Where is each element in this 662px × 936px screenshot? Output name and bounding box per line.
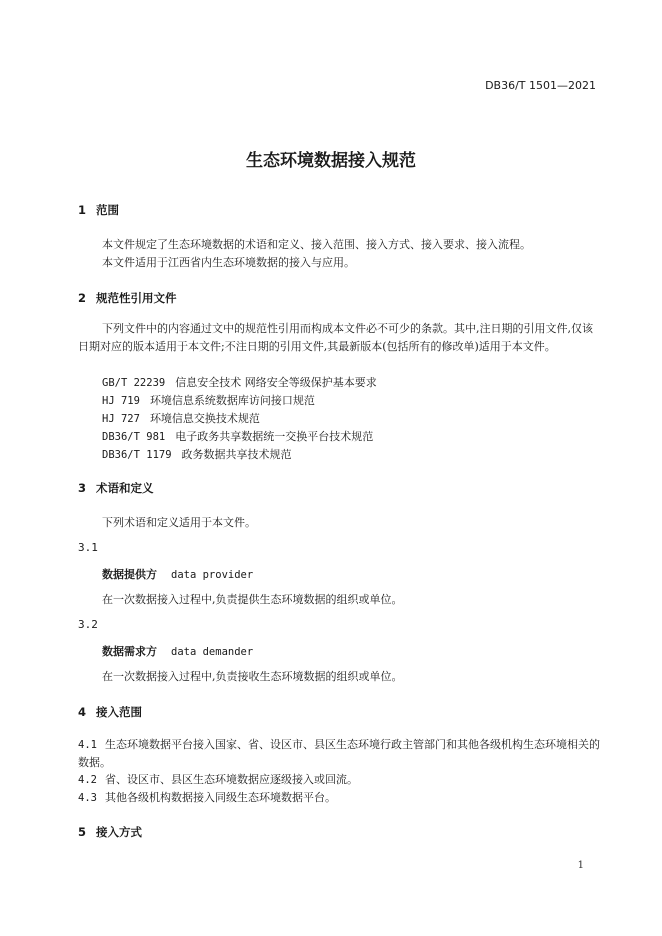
- clause-text: 生态环境数据平台接入国家、省、设区市、县区生态环境行政主管部门和其他各级机构生态环境相关的数据。: [78, 738, 600, 769]
- clause-text: 其他各级机构数据接入同级生态环境数据平台。: [104, 791, 336, 804]
- clause-item: [78, 789, 336, 807]
- reference-title: 环境信息交换技术规范: [149, 412, 260, 425]
- term-entry: [102, 643, 253, 659]
- paragraph: 本文件规定了生态环境数据的术语和定义、接入范围、接入方式、接入要求、接入流程。: [102, 238, 531, 251]
- reference-code: HJ 719: [102, 395, 140, 407]
- reference-code: GB/T 22239: [102, 377, 166, 389]
- term-definition: 在一次数据接入过程中,负责提供生态环境数据的组织或单位。: [102, 593, 403, 606]
- paragraph: 下列术语和定义适用于本文件。: [102, 516, 256, 529]
- section-number: 3: [78, 481, 87, 495]
- section-title: 范围: [96, 203, 119, 217]
- reference-title: 信息安全技术 网络安全等级保护基本要求: [175, 376, 377, 389]
- clause-item: [78, 736, 602, 772]
- section-number: 1: [78, 203, 87, 217]
- reference-title: 政务数据共享技术规范: [181, 448, 292, 461]
- reference-code: DB36/T 981: [102, 431, 166, 443]
- clause-number: 4.3: [78, 792, 97, 804]
- section-5-heading: [78, 824, 142, 840]
- section-2-heading: [78, 290, 177, 306]
- reference-title: 电子政务共享数据统一交换平台技术规范: [175, 430, 374, 443]
- reference-item: [102, 428, 373, 444]
- section-1-heading: [78, 202, 119, 218]
- reference-title: 环境信息系统数据库访问接口规范: [149, 394, 315, 407]
- clause-number: 4.1: [78, 739, 97, 751]
- term-chinese: 数据需求方: [102, 645, 157, 658]
- section-4-heading: [78, 704, 142, 720]
- paragraph: 本文件适用于江西省内生态环境数据的接入与应用。: [102, 256, 355, 269]
- standard-id: DB36/T 1501—2021: [485, 79, 596, 92]
- section-title: 术语和定义: [96, 481, 154, 495]
- document-title: 生态环境数据接入规范: [246, 151, 416, 171]
- reference-item: [102, 446, 292, 462]
- paragraph: 下列文件中的内容通过文中的规范性引用而构成本文件必不可少的条款。其中,注日期的引用文件,仅该日期对应的版本适用于本文件;不注日期的引用文件,其最新版本(包括所有的修改单)适用于本文件。: [78, 322, 593, 353]
- term-english: data demander: [171, 646, 254, 658]
- section-title: 规范性引用文件: [96, 291, 177, 305]
- section-title: 接入范围: [96, 705, 142, 719]
- reference-code: HJ 727: [102, 413, 140, 425]
- clause-number: 3.1: [78, 541, 98, 554]
- page-number: 1: [577, 860, 584, 871]
- section-3-heading: [78, 480, 154, 496]
- section-number: 4: [78, 705, 87, 719]
- section-number: 5: [78, 825, 87, 839]
- term-chinese: 数据提供方: [102, 568, 157, 581]
- section-number: 2: [78, 291, 87, 305]
- clause-item: [78, 771, 358, 789]
- term-english: data provider: [171, 569, 254, 581]
- reference-item: [102, 410, 260, 426]
- term-definition: 在一次数据接入过程中,负责接收生态环境数据的组织或单位。: [102, 670, 403, 683]
- clause-number: 3.2: [78, 618, 98, 631]
- section-title: 接入方式: [96, 825, 142, 839]
- reference-item: [102, 392, 315, 408]
- clause-number: 4.2: [78, 774, 97, 786]
- term-entry: [102, 566, 253, 582]
- reference-code: DB36/T 1179: [102, 449, 172, 461]
- clause-text: 省、设区市、县区生态环境数据应逐级接入或回流。: [104, 773, 358, 786]
- reference-item: [102, 374, 377, 390]
